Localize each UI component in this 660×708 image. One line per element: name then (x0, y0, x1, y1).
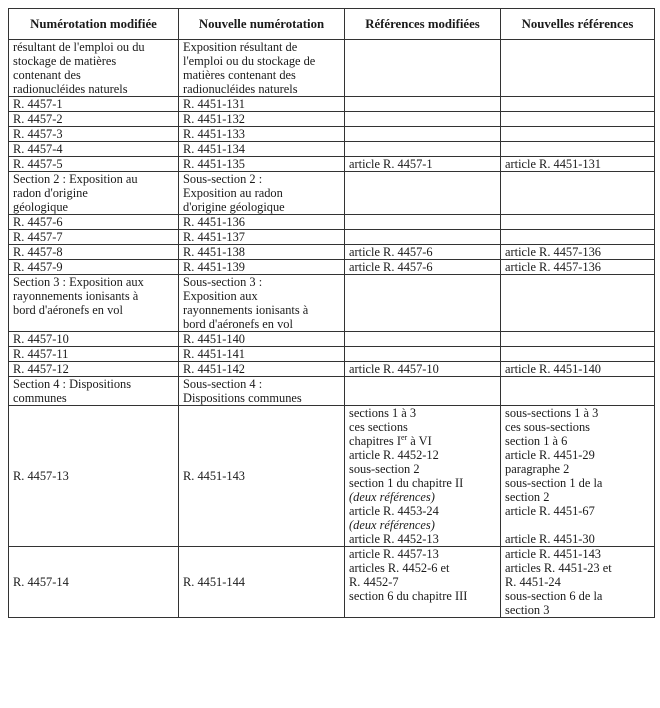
cell-new-references (501, 245, 655, 260)
cell-new-references (501, 260, 655, 275)
cell-line: R. 4451-131 (183, 97, 245, 111)
cell-new-number (179, 172, 345, 215)
cell-modified-references (345, 332, 501, 347)
cell-old-number: R. 4457-13 (9, 406, 179, 547)
table-body (9, 40, 655, 618)
cell-line: section 3 (505, 603, 550, 617)
cell-line: article R. 4457-10 (349, 362, 439, 376)
cell-line: sous-section 2 (349, 462, 420, 476)
cell-line: contenant des (13, 68, 81, 82)
table-row (9, 142, 655, 157)
cell-line-part: à VI (407, 434, 432, 448)
cell-line: article R. 4451-131 (505, 157, 602, 171)
cell-line: R. 4457-4 (13, 142, 63, 156)
table-row-13 (9, 406, 655, 547)
table-row (9, 172, 655, 215)
cell-old-number (9, 230, 179, 245)
cell-line: R. 4451-140 (183, 332, 245, 346)
cell-line: sections 1 à 3 (349, 406, 417, 420)
table-row (9, 230, 655, 245)
cell-line: article R. 4452-13 (349, 532, 439, 546)
cell-line: Sous-section 4 : (183, 377, 263, 391)
cell-line: communes (13, 391, 67, 405)
cell-line: R. 4451-142 (183, 362, 245, 376)
table-row (9, 347, 655, 362)
cell-line: article R. 4457-136 (505, 245, 602, 259)
cell-new-number (179, 332, 345, 347)
cell-line: R. 4457-10 (13, 332, 69, 346)
cell-new-references (501, 347, 655, 362)
cell-new-references (501, 406, 655, 547)
cell-line: R. 4457-5 (13, 157, 63, 171)
cell-line: article R. 4452-12 (349, 448, 439, 462)
cell-new-references (501, 97, 655, 112)
cell-old-number: R. 4457-14 (9, 547, 179, 618)
cell-line: Section 2 : Exposition au (13, 172, 138, 186)
cell-new-references (501, 362, 655, 377)
table-row (9, 377, 655, 406)
cell-modified-references (345, 230, 501, 245)
table-row (9, 260, 655, 275)
cell-line: Exposition au radon (183, 186, 283, 200)
cell-new-number (179, 347, 345, 362)
cell-line: d'origine géologique (183, 200, 285, 214)
cell-new-number (179, 230, 345, 245)
cell-line: R. 4457-7 (13, 230, 63, 244)
cell-modified-references (345, 275, 501, 332)
cell-line: article R. 4451-140 (505, 362, 602, 376)
cell-new-number (179, 97, 345, 112)
cell-line: bord d'aéronefs en vol (13, 303, 123, 317)
cell-old-number (9, 245, 179, 260)
cell-line: Dispositions communes (183, 391, 302, 405)
cell-line: article R. 4451-30 (505, 532, 595, 546)
table-row-14 (9, 547, 655, 618)
cell-line: R. 4452-7 (349, 575, 399, 589)
cell-old-number (9, 40, 179, 97)
cell-new-number (179, 215, 345, 230)
cell-new-references (501, 112, 655, 127)
table-row (9, 275, 655, 332)
cell-modified-references (345, 547, 501, 618)
cell-modified-references (345, 172, 501, 215)
table-row (9, 362, 655, 377)
cell-old-number (9, 215, 179, 230)
cell-old-number (9, 142, 179, 157)
cell-line: matières contenant des (183, 68, 296, 82)
cell-line: article R. 4457-13 (349, 547, 439, 561)
cell-new-number (179, 142, 345, 157)
table-row (9, 215, 655, 230)
cell-line: R. 4451-133 (183, 127, 245, 141)
cell-modified-references (345, 157, 501, 172)
table-header-row (9, 9, 655, 40)
cell-line: R. 4451-139 (183, 260, 245, 274)
cell-new-number: R. 4451-144 (179, 547, 345, 618)
cell-line: article R. 4457-136 (505, 260, 602, 274)
cell-line: R. 4451-138 (183, 245, 245, 259)
cell-line: rayonnements ionisants à (13, 289, 139, 303)
cell-modified-references (345, 142, 501, 157)
cell-modified-references (345, 97, 501, 112)
cell-modified-references (345, 127, 501, 142)
cell-new-references (501, 142, 655, 157)
cell-old-number (9, 347, 179, 362)
cell-modified-references (345, 347, 501, 362)
cell-modified-references (345, 112, 501, 127)
cell-new-number (179, 260, 345, 275)
cell-new-number (179, 157, 345, 172)
spacer (505, 518, 650, 532)
cell-line: R. 4457-2 (13, 112, 63, 126)
cell-new-references (501, 332, 655, 347)
header-numerotation-modifiee: Numérotation modifiée (9, 9, 179, 40)
cell-line: section 2 (505, 490, 550, 504)
cell-line: R. 4451-141 (183, 347, 245, 361)
cell-line: paragraphe 2 (505, 462, 570, 476)
cell-line: R. 4457-11 (13, 347, 69, 361)
table-row (9, 157, 655, 172)
cell-line: Section 4 : Dispositions (13, 377, 132, 391)
cell-new-references (501, 157, 655, 172)
cell-line: l'emploi ou du stockage de (183, 54, 316, 68)
cell-line: Sous-section 3 : (183, 275, 263, 289)
cell-modified-references (345, 362, 501, 377)
cell-line: section 6 du chapitre III (349, 589, 468, 603)
cell-line: résultant de l'emploi ou du (13, 40, 145, 54)
cell-line: R. 4457-12 (13, 362, 69, 376)
cell-line: article R. 4453-24 (349, 504, 439, 518)
cell-line: article R. 4451-29 (505, 448, 595, 462)
cell-old-number (9, 260, 179, 275)
cell-line: article R. 4457-1 (349, 157, 433, 171)
cell-line: radionucléides naturels (183, 82, 298, 96)
cell-line: (deux références) (349, 518, 435, 532)
cell-line: géologique (13, 200, 69, 214)
cell-old-number (9, 362, 179, 377)
table-row (9, 245, 655, 260)
header-nouvelle-numerotation: Nouvelle numérotation (179, 9, 345, 40)
cell-line: R. 4451-136 (183, 215, 245, 229)
cell-new-number: R. 4451-143 (179, 406, 345, 547)
cell-line: bord d'aéronefs en vol (183, 317, 293, 331)
cell-new-number (179, 275, 345, 332)
cell-new-number (179, 127, 345, 142)
cell-modified-references (345, 377, 501, 406)
cell-new-references (501, 547, 655, 618)
cell-new-number (179, 377, 345, 406)
cell-line: R. 4457-3 (13, 127, 63, 141)
cell-line: sous-section 1 de la (505, 476, 603, 490)
cell-line: R. 4457-6 (13, 215, 63, 229)
cell-line: article R. 4457-6 (349, 260, 433, 274)
cell-old-number (9, 97, 179, 112)
renumbering-table (8, 8, 655, 618)
cell-old-number (9, 377, 179, 406)
table-row (9, 97, 655, 112)
cell-old-number (9, 172, 179, 215)
cell-line: stockage de matières (13, 54, 117, 68)
cell-line: sous-section 6 de la (505, 589, 603, 603)
cell-line: article R. 4451-143 (505, 547, 602, 561)
cell-line: ces sections (349, 420, 408, 434)
cell-old-number (9, 127, 179, 142)
cell-line: section 1 du chapitre II (349, 476, 464, 490)
cell-line: R. 4451-24 (505, 575, 561, 589)
cell-new-references (501, 215, 655, 230)
cell-line: (deux références) (349, 490, 435, 504)
cell-line: articles R. 4451-23 et (505, 561, 612, 575)
cell-modified-references (345, 40, 501, 97)
cell-line: Sous-section 2 : (183, 172, 263, 186)
cell-modified-references (345, 245, 501, 260)
cell-line: Section 3 : Exposition aux (13, 275, 144, 289)
cell-line: sous-sections 1 à 3 (505, 406, 599, 420)
cell-modified-references (345, 260, 501, 275)
cell-line: Exposition résultant de (183, 40, 298, 54)
cell-line: R. 4451-134 (183, 142, 245, 156)
cell-line-part: chapitres I (349, 434, 401, 448)
cell-new-number (179, 362, 345, 377)
cell-new-references (501, 275, 655, 332)
cell-new-references (501, 127, 655, 142)
superscript: er (400, 432, 408, 442)
cell-line: R. 4451-132 (183, 112, 245, 126)
cell-old-number (9, 157, 179, 172)
cell-line: rayonnements ionisants à (183, 303, 309, 317)
cell-line: radon d'origine (13, 186, 88, 200)
cell-line: article R. 4451-67 (505, 504, 595, 518)
cell-old-number (9, 275, 179, 332)
cell-old-number (9, 112, 179, 127)
cell-line: Exposition aux (183, 289, 258, 303)
cell-new-number (179, 245, 345, 260)
cell-modified-references (345, 215, 501, 230)
cell-old-number (9, 332, 179, 347)
cell-line: R. 4457-9 (13, 260, 63, 274)
cell-line: R. 4457-1 (13, 97, 63, 111)
cell-new-references (501, 377, 655, 406)
table-row (9, 127, 655, 142)
cell-line: ces sous-sections (505, 420, 590, 434)
cell-line: section 1 à 6 (505, 434, 568, 448)
header-nouvelles-references: Nouvelles références (501, 9, 655, 40)
document-page (8, 8, 654, 618)
cell-line: R. 4457-8 (13, 245, 63, 259)
cell-new-references (501, 172, 655, 215)
cell-new-references (501, 230, 655, 245)
cell-new-number (179, 40, 345, 97)
cell-new-number (179, 112, 345, 127)
table-row (9, 40, 655, 97)
table-row (9, 112, 655, 127)
cell-new-references (501, 40, 655, 97)
cell-modified-references (345, 406, 501, 547)
cell-line: R. 4451-135 (183, 157, 245, 171)
header-references-modifiees: Références modifiées (345, 9, 501, 40)
cell-line: R. 4451-137 (183, 230, 245, 244)
cell-line (349, 434, 496, 448)
cell-line: articles R. 4452-6 et (349, 561, 450, 575)
cell-line: article R. 4457-6 (349, 245, 433, 259)
cell-line: radionucléides naturels (13, 82, 128, 96)
table-row (9, 332, 655, 347)
